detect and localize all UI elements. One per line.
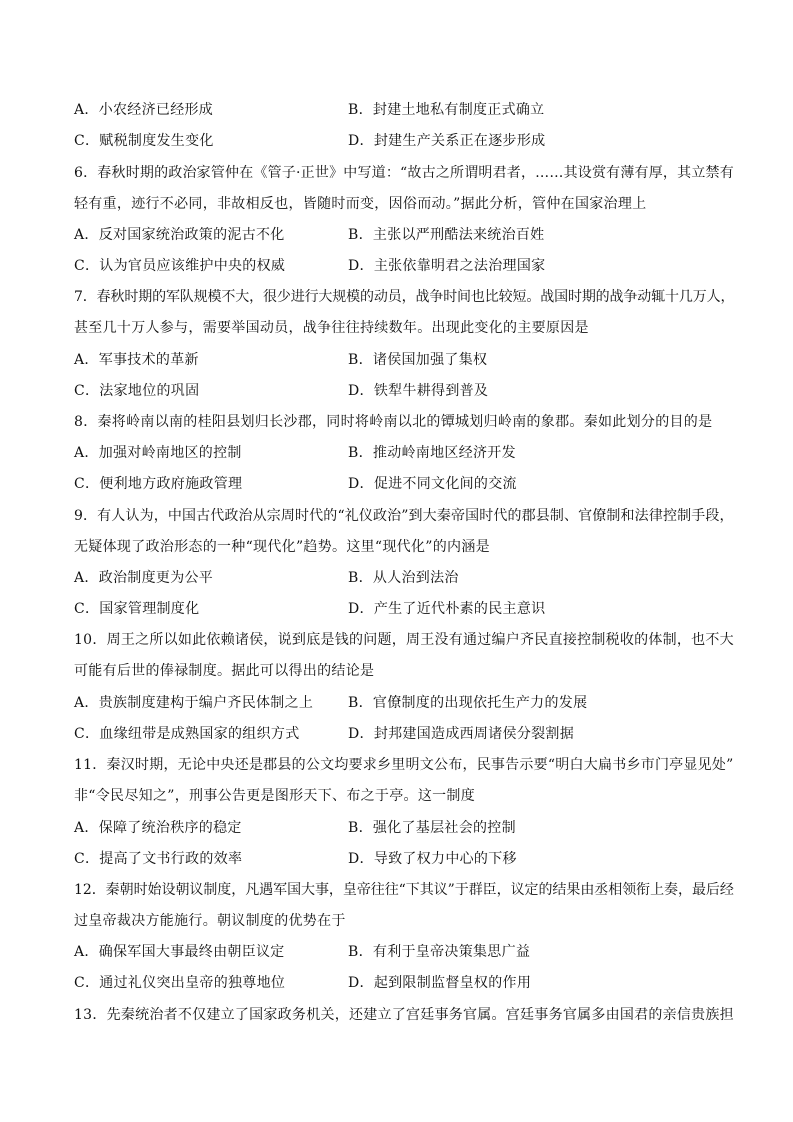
option-d: D．导致了权力中心的下移 [348, 851, 517, 867]
question-10-line-2: 可能有后世的俸禄制度。据此可以得出的结论是 [74, 663, 375, 679]
option-a: A．政治制度更为公平 [74, 570, 214, 586]
option-b: B．推动岭南地区经济开发 [348, 445, 516, 461]
option-c: C．血缘纽带是成熟国家的组织方式 [74, 726, 300, 742]
option-c: C．提高了文书行政的效率 [74, 851, 243, 867]
option-a: A．军事技术的革新 [74, 352, 199, 368]
question-12-line-1: 12．秦朝时始设朝议制度，凡遇军国大事，皇帝往往“下其议”于群臣，议定的结果由丞相领衔上奏，最后经 [74, 882, 734, 898]
option-c: C．法家地位的巩固 [74, 383, 200, 399]
option-a: A．反对国家统治政策的泥古不化 [74, 227, 285, 243]
option-c: C．国家管理制度化 [74, 601, 200, 617]
option-b: B．诸侯国加强了集权 [348, 352, 488, 368]
question-6-line-1: 6．春秋时期的政治家管仲在《管子·正世》中写道：“故古之所谓明君者，……其设赏有薄有厚，其立禁有 [74, 165, 734, 181]
question-7-line-2: 甚至几十万人参与，需要举国动员，战争往往持续数年。出现此变化的主要原因是 [74, 320, 589, 336]
question-9-line-2: 无疑体现了政治形态的一种“现代化”趋势。这里“现代化”的内涵是 [74, 539, 490, 555]
option-b: B．官僚制度的出现依托生产力的发展 [348, 695, 588, 711]
question-11-line-2: 非“令民尽知之”，刑事公告更是图形天下、布之于亭。这一制度 [74, 788, 476, 804]
option-b: B．从人治到法治 [348, 570, 459, 586]
question-13-line-1: 13．先秦统治者不仅建立了国家政务机关，还建立了宫廷事务官属。宫廷事务官属多由国君的亲信贵族担 [74, 1007, 734, 1023]
question-6-line-2: 轻有重，迹行不必同，非故相反也，皆随时而变，因俗而动。”据此分析，管仲在国家治理上 [74, 196, 647, 212]
option-a: A．加强对岭南地区的控制 [74, 445, 242, 461]
option-c: C．赋税制度发生变化 [74, 133, 214, 149]
question-11-line-1: 11．秦汉时期，无论中央还是郡县的公文均要求乡里明文公布，民事告示要“明白大扁书乡市门亭显见处” [74, 757, 734, 773]
option-d: D．促进不同文化间的交流 [348, 476, 517, 492]
option-d: D．产生了近代朴素的民主意识 [348, 601, 546, 617]
question-9-line-1: 9．有人认为，中国古代政治从宗周时代的“礼仪政治”到大秦帝国时代的郡县制、官僚制和法律控制手段， [74, 508, 734, 524]
option-c: C．认为官员应该维护中央的权威 [74, 258, 286, 274]
option-a: A．确保军国大事最终由朝臣议定 [74, 944, 285, 960]
option-c: C．通过礼仪突出皇帝的独尊地位 [74, 975, 286, 991]
option-b: B．强化了基层社会的控制 [348, 820, 516, 836]
question-7-line-1: 7．春秋时期的军队规模不大，很少进行大规模的动员，战争时间也比较短。战国时期的战争动辄十几万人， [74, 289, 735, 305]
option-a: A．保障了统治秩序的稳定 [74, 820, 242, 836]
question-12-line-2: 过皇帝裁决方能施行。朝议制度的优势在于 [74, 913, 346, 929]
option-d: D．封建生产关系正在逐步形成 [348, 133, 546, 149]
question-8-line-1: 8．秦将岭南以南的桂阳县划归长沙郡，同时将岭南以北的镡城划归岭南的象郡。秦如此划分的目的是 [74, 414, 713, 430]
option-a: A．小农经济已经形成 [74, 102, 214, 118]
option-d: D．封邦建国造成西周诸侯分裂割据 [348, 726, 575, 742]
option-b: B．有利于皇帝决策集思广益 [348, 944, 531, 960]
option-d: D．铁犁牛耕得到普及 [348, 383, 489, 399]
question-10-line-1: 10．周王之所以如此依赖诸侯，说到底是钱的问题，周王没有通过编户齐民直接控制税收的体制，也不大 [74, 632, 734, 648]
option-b: B．封建土地私有制度正式确立 [348, 102, 545, 118]
option-d: D．起到限制监督皇权的作用 [348, 975, 532, 991]
option-a: A．贵族制度建构于编户齐民体制之上 [74, 695, 314, 711]
option-c: C．便利地方政府施政管理 [74, 476, 243, 492]
option-b: B．主张以严刑酷法来统治百姓 [348, 227, 545, 243]
option-d: D．主张依靠明君之法治理国家 [348, 258, 546, 274]
